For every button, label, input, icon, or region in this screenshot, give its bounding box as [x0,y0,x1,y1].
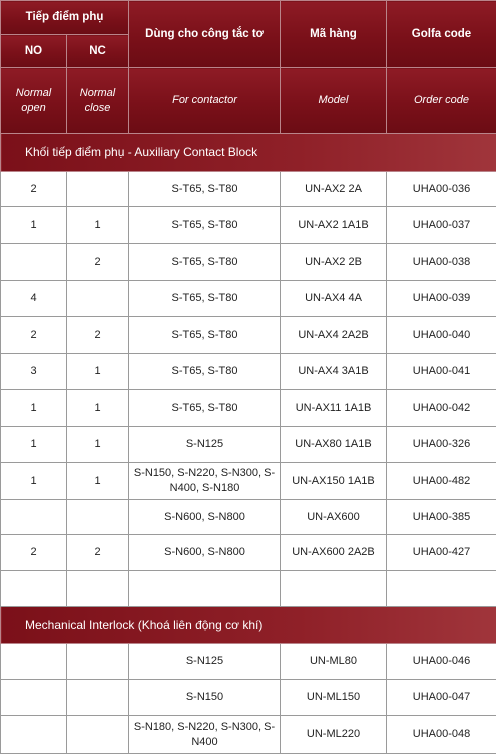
nc-cell [67,571,129,607]
contactor-cell: S-N150, S-N220, S-N300, S-N400, S-N180 [129,463,281,500]
no-cell [1,244,67,281]
table-row [1,427,496,463]
contactor-cell: S-T65, S-T80 [129,172,281,207]
nc-cell [67,281,129,317]
no-cell: 1 [1,463,67,500]
nc-subheader: Normal close [67,68,129,134]
order-code-cell: UHA00-040 [387,317,496,354]
golfa-code-header: Golfa code [387,1,496,68]
model-cell: UN-AX600 2A2B [281,535,387,571]
nc-cell: 2 [67,244,129,281]
contactor-cell: S-N150 [129,680,281,716]
section-title-aux-block: Khối tiếp điểm phụ - Auxiliary Contact Block [1,134,496,172]
model-cell: UN-AX2 2A [281,172,387,207]
contactor-cell: S-N125 [129,427,281,463]
model-subheader: Model [281,68,387,134]
contactor-cell: S-N180, S-N220, S-N300, S-N400 [129,716,281,754]
model-cell: UN-AX2 1A1B [281,207,387,244]
order-code-cell: UHA00-047 [387,680,496,716]
nc-cell: 2 [67,535,129,571]
contactor-cell: S-T65, S-T80 [129,281,281,317]
model-cell: UN-AX600 [281,500,387,535]
contactor-cell: S-T65, S-T80 [129,244,281,281]
no-cell: 2 [1,317,67,354]
table-row [1,500,496,535]
no-cell: 2 [1,172,67,207]
order-code-cell: UHA00-326 [387,427,496,463]
no-cell [1,716,67,754]
no-cell: 1 [1,390,67,427]
nc-cell [67,500,129,535]
nc-cell [67,172,129,207]
model-cell: UN-AX4 4A [281,281,387,317]
model-cell: UN-ML220 [281,716,387,754]
table-row [1,644,496,680]
nc-cell: 1 [67,390,129,427]
contactor-cell [129,571,281,607]
contactor-cell: S-N600, S-N800 [129,500,281,535]
nc-cell: 1 [67,354,129,390]
no-cell [1,500,67,535]
contactor-cell: S-T65, S-T80 [129,390,281,427]
table-row [1,281,496,317]
order-code-cell: UHA00-036 [387,172,496,207]
no-cell: 4 [1,281,67,317]
aux-contact-header: Tiếp điểm phụ [1,1,129,35]
model-cell: UN-AX4 2A2B [281,317,387,354]
contactor-cell: S-T65, S-T80 [129,317,281,354]
order-code-subheader: Order code [387,68,496,134]
order-code-cell: UHA00-385 [387,500,496,535]
table-row [1,463,496,500]
table-row [1,244,496,281]
no-header: NO [1,35,67,68]
table-row [1,535,496,571]
table-row [1,172,496,207]
no-subheader: Normal open [1,68,67,134]
model-header: Mã hàng [281,1,387,68]
order-code-cell: UHA00-039 [387,281,496,317]
contactor-subheader: For contactor [129,68,281,134]
contactor-cell: S-N600, S-N800 [129,535,281,571]
table-row [1,571,496,607]
order-code-cell: UHA00-037 [387,207,496,244]
contactor-cell: S-T65, S-T80 [129,354,281,390]
table-row [1,317,496,354]
table-row [1,716,496,754]
order-code-cell [387,571,496,607]
order-code-cell: UHA00-046 [387,644,496,680]
nc-header: NC [67,35,129,68]
model-cell: UN-ML80 [281,644,387,680]
section-title-mechanical-interlock: Mechanical Interlock (Khoá liên động cơ khí) [1,607,496,644]
table-row [1,390,496,427]
no-cell [1,571,67,607]
model-cell [281,571,387,607]
no-cell [1,680,67,716]
nc-cell: 1 [67,427,129,463]
model-cell: UN-AX80 1A1B [281,427,387,463]
contactor-cell: S-N125 [129,644,281,680]
model-cell: UN-AX2 2B [281,244,387,281]
model-cell: UN-AX150 1A1B [281,463,387,500]
model-cell: UN-AX11 1A1B [281,390,387,427]
table-row [1,207,496,244]
no-cell: 3 [1,354,67,390]
model-cell: UN-ML150 [281,680,387,716]
no-cell [1,644,67,680]
table-row [1,354,496,390]
order-code-cell: UHA00-048 [387,716,496,754]
nc-cell: 2 [67,317,129,354]
model-cell: UN-AX4 3A1B [281,354,387,390]
contactor-header: Dùng cho công tắc tơ [129,1,281,68]
contactor-cell: S-T65, S-T80 [129,207,281,244]
nc-cell [67,644,129,680]
order-code-cell: UHA00-427 [387,535,496,571]
order-code-cell: UHA00-042 [387,390,496,427]
nc-cell [67,680,129,716]
order-code-cell: UHA00-038 [387,244,496,281]
no-cell: 1 [1,207,67,244]
order-code-cell: UHA00-482 [387,463,496,500]
table-row [1,680,496,716]
order-code-cell: UHA00-041 [387,354,496,390]
nc-cell: 1 [67,207,129,244]
no-cell: 1 [1,427,67,463]
nc-cell [67,716,129,754]
nc-cell: 1 [67,463,129,500]
no-cell: 2 [1,535,67,571]
